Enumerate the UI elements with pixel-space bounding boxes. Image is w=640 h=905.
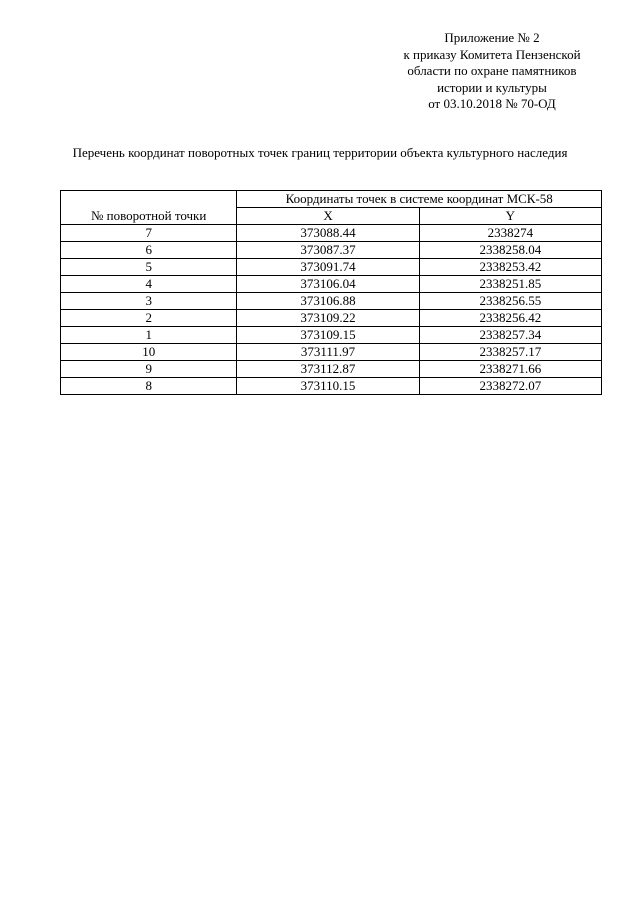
x-cell: 373106.04 xyxy=(237,276,419,293)
table-row xyxy=(61,259,602,276)
x-cell: 373109.15 xyxy=(237,327,419,344)
y-column-header: Y xyxy=(419,208,601,225)
y-cell: 2338257.34 xyxy=(419,327,601,344)
appendix-header xyxy=(382,30,602,113)
table-body xyxy=(61,225,602,395)
point-cell: 1 xyxy=(61,327,237,344)
point-cell: 10 xyxy=(61,344,237,361)
point-cell: 9 xyxy=(61,361,237,378)
document-title: Перечень координат поворотных точек границ территории объекта культурного наследия xyxy=(72,145,568,160)
x-cell: 373109.22 xyxy=(237,310,419,327)
y-cell: 2338251.85 xyxy=(419,276,601,293)
x-cell: 373106.88 xyxy=(237,293,419,310)
table-row xyxy=(61,242,602,259)
table-row xyxy=(61,276,602,293)
point-number-header: № поворотной точки xyxy=(61,191,237,225)
appendix-line: истории и культуры xyxy=(437,79,547,95)
table-row xyxy=(61,378,602,395)
table-row xyxy=(61,361,602,378)
point-cell: 2 xyxy=(61,310,237,327)
y-cell: 2338271.66 xyxy=(419,361,601,378)
x-cell: 373111.97 xyxy=(237,344,419,361)
point-cell: 8 xyxy=(61,378,237,395)
point-cell: 3 xyxy=(61,293,237,310)
coordinates-system-header: Координаты точек в системе координат МСК-58 xyxy=(237,191,602,208)
y-cell: 2338258.04 xyxy=(419,242,601,259)
coordinates-table xyxy=(60,190,602,395)
table-row xyxy=(61,344,602,361)
appendix-line: от 03.10.2018 № 70-ОД xyxy=(428,96,556,111)
x-cell: 373091.74 xyxy=(237,259,419,276)
table-row xyxy=(61,327,602,344)
point-cell: 5 xyxy=(61,259,237,276)
y-cell: 2338253.42 xyxy=(419,259,601,276)
table-row xyxy=(61,293,602,310)
x-column-header: X xyxy=(237,208,419,225)
table-header xyxy=(61,191,602,225)
point-cell: 4 xyxy=(61,276,237,293)
appendix-line: к приказу Комитета Пензенской xyxy=(403,46,581,62)
y-cell: 2338272.07 xyxy=(419,378,601,395)
table-row xyxy=(61,310,602,327)
point-cell: 6 xyxy=(61,242,237,259)
y-cell: 2338274 xyxy=(419,225,601,242)
y-cell: 2338256.42 xyxy=(419,310,601,327)
point-cell: 7 xyxy=(61,225,237,242)
table-row xyxy=(61,225,602,242)
y-cell: 2338256.55 xyxy=(419,293,601,310)
y-cell: 2338257.17 xyxy=(419,344,601,361)
appendix-line: Приложение № 2 xyxy=(444,30,540,45)
x-cell: 373087.37 xyxy=(237,242,419,259)
x-cell: 373088.44 xyxy=(237,225,419,242)
appendix-line: области по охране памятников xyxy=(407,63,577,78)
x-cell: 373110.15 xyxy=(237,378,419,395)
x-cell: 373112.87 xyxy=(237,361,419,378)
